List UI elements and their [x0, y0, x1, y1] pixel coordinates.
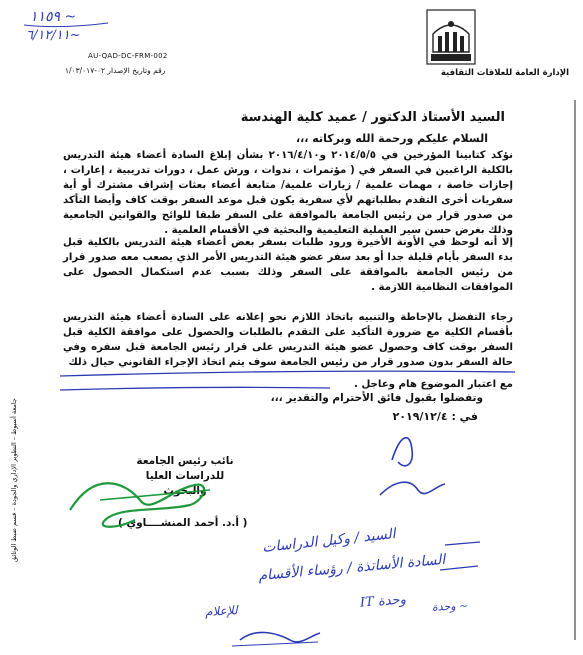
underline-1	[60, 371, 515, 376]
signer-title-line1: نائب رئيس الجامعة	[136, 455, 234, 467]
letter-heading: السيد الأستاذ الدكتور / عميد كلية الهندسة	[240, 110, 505, 125]
bottom-scribble	[240, 632, 320, 641]
side-note	[6, 345, 21, 615]
paragraph-3: رجاء التفضل بالإحاطة والتنبيه باتخاذ اللازم نحو إعلانه على السادة أعضاء هيئة التدريس بأقسام الكلية مع ضرورة التأكيد على التقدم بالطلبات والحصول على موافقة الكلية قبل السفر بوقت كاف وحصول عضو هيئة التدريس على قرار رئيس الجامعة قبل سفره وفي حالة السفر بدون صدور قرار من رئيس الجامعة سوف يتم اتخاذ الإجراء القانوني حيال ذلك	[63, 312, 513, 368]
handwritten-note-5: ~ وحدة	[431, 599, 469, 614]
handwritten-reference-line1: ١١٥٩ ~	[30, 9, 77, 25]
handwritten-reference-line2: ٦/١٢/١١~	[26, 28, 81, 43]
issue-number-date: رقم وتاريخ الإصدار ٠٢-١/٠٣/٠١٧	[65, 66, 166, 75]
letter-date: في : ٢٠١٩/١٢/٤	[392, 410, 478, 423]
paragraph-2: إلا أنه لوحظ في الأونة الأخيرة ورود طلبات بسفر بعض أعضاء هيئة التدريس بالكلية قبل بدء السفر بأيام قليلة جدا أو بعد سفر عضو هيئة التدريس الأمر الذي يصعب معه صدور قرار من رئيس الجامعة بالموافقة على السفر وذلك بسبب عدم استكمال الحصول على الموافقات النظامية اللازمة .	[63, 237, 513, 293]
handwritten-note-2: السادة الأساتذة / رؤساء الأقسام	[257, 551, 446, 585]
side-note-text: جامعة أسيوط – التطوير الإداري والجودة – قسم ضبط الوثائق	[9, 398, 18, 562]
urgent-note: مع اعتبار الموضوع هام وعاجل .	[354, 379, 513, 390]
signer-title-line3: والبحوث	[163, 485, 207, 497]
paragraph-1: نؤكد كتابينا المؤرخين في ٢٠١٤/٥/٥ و٢٠١٦/٤/١٠ بشأن إبلاغ السادة أعضاء هيئة التدريس بالكلية الراغبين في السفر في ( مؤتمرات ، ندوات ، ورش عمل ، دورات تدريبية ، إعارات ، إجازات خاصة ، مهمات علمية / زيارات علمية/ متابعة أعضاء بعثات إشراف مشترك أو أية سفريات أخرى التقدم بطلباتهم لأي سفرية يكون قبل موعد السفر بوقت كاف وأيضا التأكد من صدور قرار من رئيس الجامعة بالموافقة على السفر طبقا للوائح والقوانين الجامعية وذلك بغرض حسن سير العملية التعليمية والبحثية في الأقسام العلمية .	[63, 150, 513, 236]
blue-initials-2	[380, 482, 445, 495]
handwritten-note-3: للإعلام	[204, 603, 238, 619]
blue-initials-1	[392, 438, 412, 466]
university-logo-icon	[425, 8, 477, 66]
closing-line: وتفضلوا بقبول فائق الأحترام والتقدير ،،،	[270, 392, 483, 404]
signer-name: ( أ.د. أحمد المنشــــاوي )	[118, 517, 248, 529]
form-code: AU-QAD-DC-FRM-002	[88, 52, 168, 60]
signer-title-line2: للدراسات العليا	[145, 470, 225, 482]
letter-greeting: السلام عليكم ورحمة الله وبركاته ،،،	[295, 132, 488, 145]
handwritten-note-4: وحدة IT	[359, 592, 407, 611]
department-name: الإدارة العامة للعلاقات الثقافية	[440, 68, 569, 78]
handwritten-note-1: السيد / وكيل الدراسات	[261, 526, 397, 556]
handwritten-reference	[22, 5, 112, 45]
